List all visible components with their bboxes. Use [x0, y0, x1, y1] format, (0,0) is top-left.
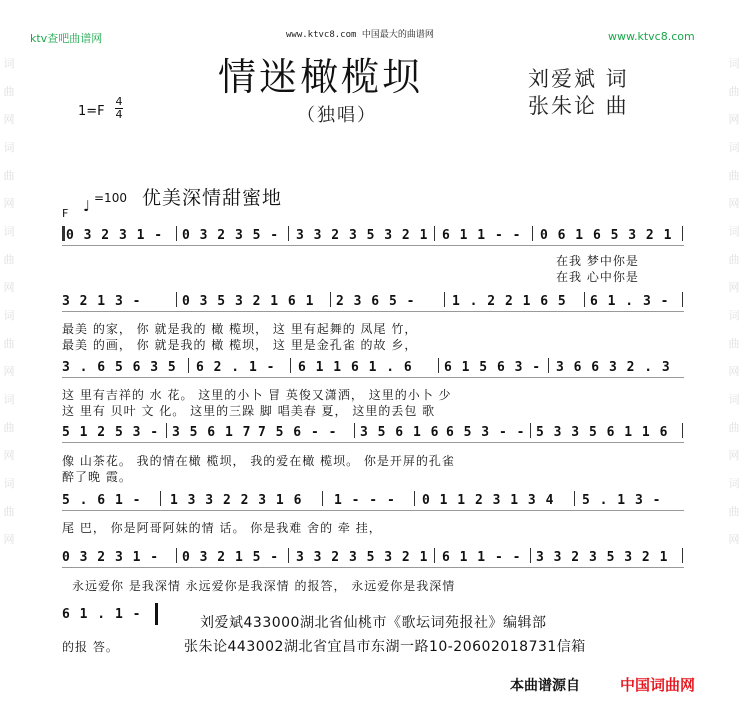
staff-rule	[62, 567, 684, 568]
measure: 0 1 1 2 3 1 3 4	[422, 493, 555, 508]
measure: 6 1 . 3 -	[590, 294, 670, 309]
barline	[682, 292, 683, 307]
barline	[530, 423, 531, 438]
barline	[438, 358, 439, 373]
measure: 2 3 6 5 -	[336, 294, 416, 309]
measure: 0 3 2 3 1 -	[62, 550, 160, 565]
expression-mark: 优美深情甜蜜地	[142, 187, 283, 209]
measure: 3 5 6 1 7	[172, 425, 252, 440]
barline	[290, 358, 291, 373]
site-link-right[interactable]: www.ktvc8.com	[608, 30, 695, 43]
site-link-top[interactable]: www.ktvc8.com 中国最大的曲谱网	[286, 30, 434, 40]
barline	[682, 226, 683, 241]
lyric-line: 尾 巴， 你是阿哥阿妹的情 话。 你是我难 舍的 牵 挂，	[62, 521, 382, 535]
lyric-line: 这 里有 贝叶 文 化。 这里的三跺 脚 唱美春 夏， 这里的丢包 歌	[62, 404, 436, 418]
lyric-line: 在我 梦中你是	[556, 254, 639, 268]
lyric-line: 最美 的画， 你 就是我的 橄 榄坝， 这 里是金孔雀 的故 乡，	[62, 338, 418, 352]
barline	[574, 491, 575, 506]
measure: 0 3 2 1 5 -	[182, 550, 280, 565]
barline	[330, 292, 331, 307]
barline	[682, 423, 683, 438]
barline	[176, 226, 177, 241]
lyric-line: 像 山茶花。 我的情在橄 榄坝， 我的爱在橄 榄坝。 你是开屏的孔雀	[62, 454, 455, 468]
measure: 5 1 2 5 3 -	[62, 425, 160, 440]
measure: 0 6 1 6 5 3 2 1	[540, 228, 673, 243]
measure: 6 1 . 1 -	[62, 607, 142, 622]
measure: 1 3 3 2 2 3 1 6	[170, 493, 303, 508]
staff-rule	[62, 510, 684, 511]
start-barline	[62, 226, 65, 241]
measure: 0 3 5 3 2 1 6 1	[182, 294, 315, 309]
measure: 6 1 1 6 1 . 6	[298, 360, 413, 375]
measure: 1 - - -	[334, 493, 396, 508]
measure: 5 . 6 1 -	[62, 493, 142, 508]
time-signature	[115, 96, 123, 121]
key-signature: 1=F	[78, 104, 105, 119]
barline	[176, 548, 177, 563]
lyric-line: 在我 心中你是	[556, 270, 639, 284]
song-title: 情迷橄榄坝	[218, 55, 424, 99]
measure: 3 3 2 3 5 3 2 1	[296, 550, 429, 565]
staff-rule	[62, 377, 684, 378]
measure: 6 1 5 6 3 -	[444, 360, 542, 375]
composer-credit: 张朱论 曲	[528, 94, 629, 118]
song-subtitle: （独唱）	[297, 105, 377, 126]
measure: 0 3 2 3 1 -	[66, 228, 164, 243]
staff-rule	[62, 245, 684, 246]
time-signature-top: 4	[115, 95, 123, 108]
lyric-line: 的报 答。	[62, 640, 119, 654]
measure: 3 6 6 3 2 . 3	[556, 360, 671, 375]
barline	[354, 423, 355, 438]
barline	[434, 226, 435, 241]
contact-lyricist: 刘爱斌433000湖北省仙桃市《歌坛词苑报社》编辑部	[200, 615, 547, 631]
lyric-line: 这 里有吉祥的 水 花。 这里的小卜 冒 英俊又潇洒， 这里的小卜 少	[62, 388, 452, 402]
measure: 7 5 6 - -	[258, 425, 338, 440]
source-site-link[interactable]: 中国词曲网	[620, 676, 696, 694]
barline	[530, 548, 531, 563]
staff-rule	[62, 442, 684, 443]
contact-composer: 张朱论443002湖北省宜昌市东湖一路10-20602018731信箱	[184, 639, 586, 655]
lyric-line: 永远爱你 是我深情 永远爱你是我深情 的报答， 永远爱你是我深情	[72, 579, 456, 593]
barline	[288, 226, 289, 241]
measure: 6 1 1 - -	[442, 228, 522, 243]
side-watermark-right: 词曲网词曲网词曲网词曲网词曲网词曲网	[728, 57, 740, 546]
barline	[548, 358, 549, 373]
measure: 6 1 1 - -	[442, 550, 522, 565]
final-barline	[155, 603, 158, 625]
quarter-note-icon: ♩	[83, 197, 91, 215]
barline	[444, 292, 445, 307]
barline	[288, 548, 289, 563]
source-label: 本曲谱源自	[510, 678, 580, 694]
side-watermark-left: 词曲网词曲网词曲网词曲网词曲网词曲网	[3, 57, 15, 546]
lyricist-credit: 刘爱斌 词	[528, 67, 629, 91]
staff-rule	[62, 311, 684, 312]
measure: 5 . 1 3 -	[582, 493, 662, 508]
lyric-line: 最美 的家， 你 就是我的 橄 榄坝， 这 里有起舞的 凤尾 竹，	[62, 322, 418, 336]
measure: 6 5 3 - -	[446, 425, 526, 440]
measure: 3 . 6 5 6 3 5	[62, 360, 177, 375]
site-link-left[interactable]: ktv查吧曲谱网	[30, 32, 103, 45]
tempo-mark: F	[62, 207, 69, 220]
barline	[176, 292, 177, 307]
barline	[160, 491, 161, 506]
measure: 6 2 . 1 -	[196, 360, 276, 375]
barline	[166, 423, 167, 438]
barline	[322, 491, 323, 506]
measure: 1 . 2 2 1 6 5	[452, 294, 567, 309]
measure: 5 3 3 5 6 1 1 6	[536, 425, 669, 440]
barline	[434, 548, 435, 563]
barline	[188, 358, 189, 373]
barline	[682, 548, 683, 563]
barline	[414, 491, 415, 506]
time-signature-bottom: 4	[115, 108, 123, 121]
tempo: =100	[94, 191, 127, 205]
barline	[584, 292, 585, 307]
lyric-line: 醉了晚 霞。	[62, 470, 132, 484]
measure: 3 3 2 3 5 3 2 1	[296, 228, 429, 243]
measure: 0 3 2 3 5 -	[182, 228, 280, 243]
measure: 3 2 1 3 -	[62, 294, 142, 309]
measure: 3 5 6 1 6	[360, 425, 440, 440]
measure: 3 3 2 3 5 3 2 1	[536, 550, 669, 565]
barline	[532, 226, 533, 241]
